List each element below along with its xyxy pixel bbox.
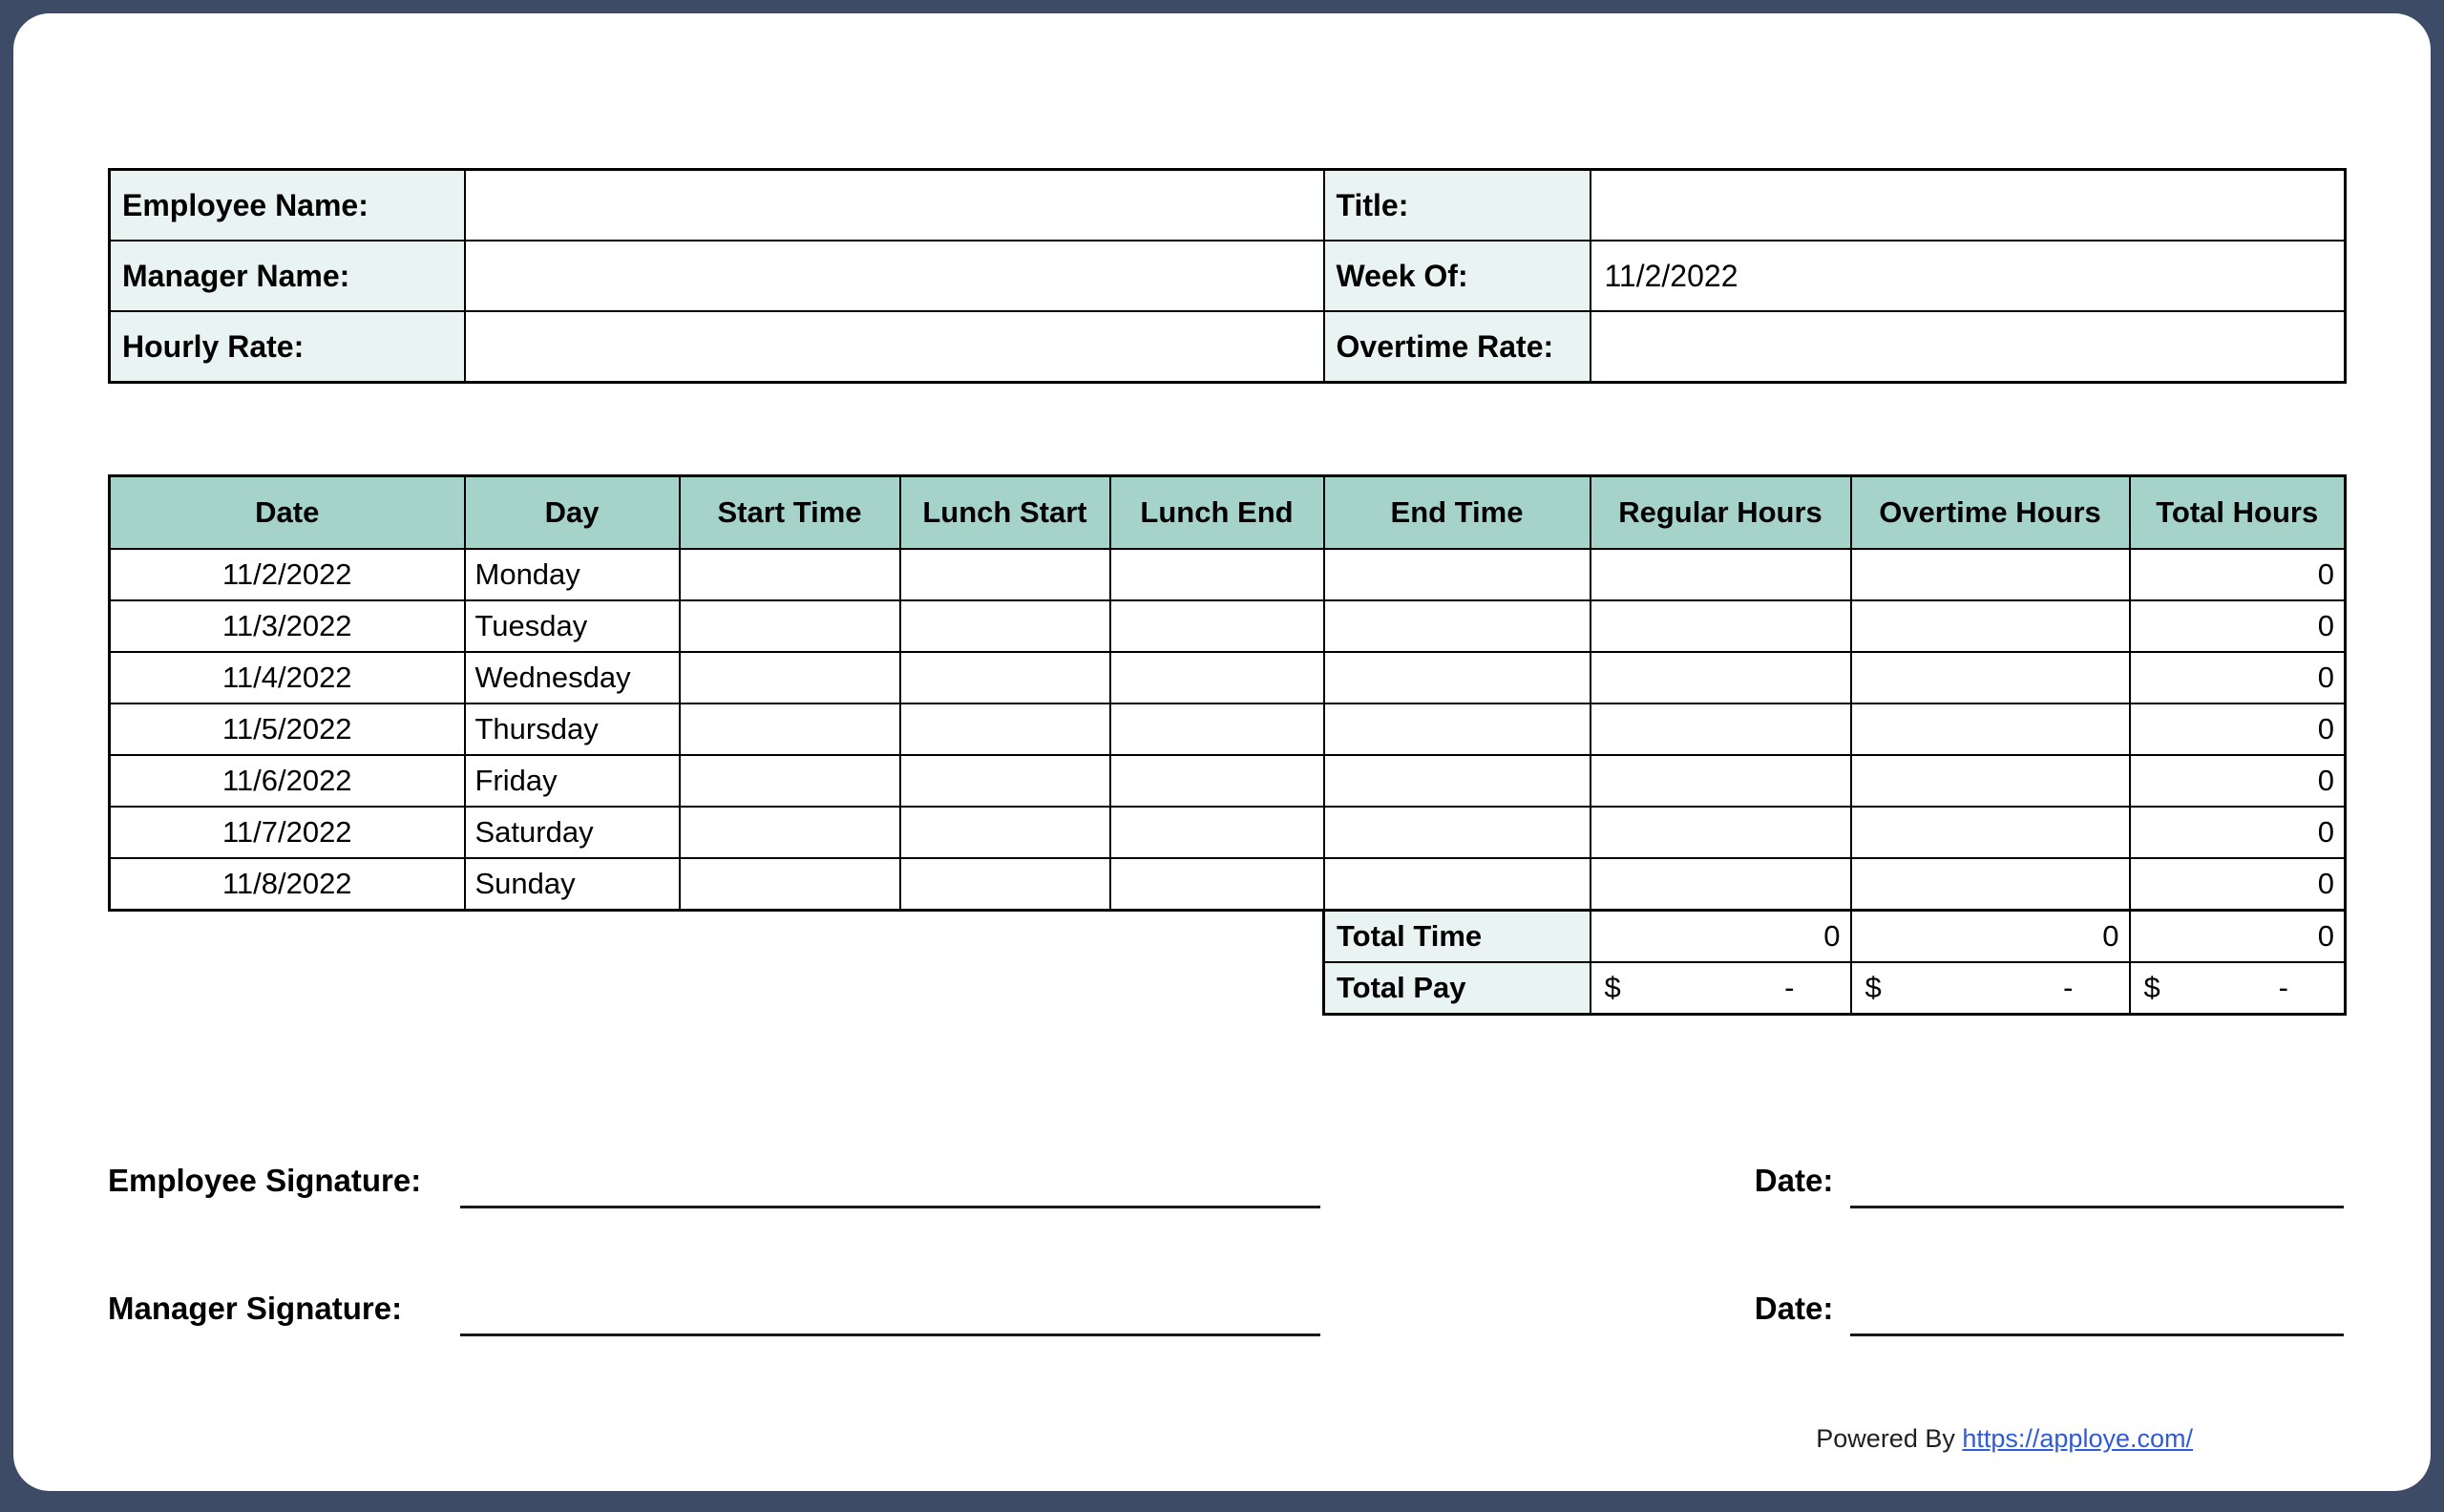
overtime-hours-cell[interactable] — [1851, 858, 2130, 911]
table-row — [110, 549, 2346, 600]
end-time-cell[interactable] — [1324, 549, 1591, 600]
timesheet-card — [13, 13, 2431, 1491]
end-time-cell[interactable] — [1324, 755, 1591, 807]
header-date: Date — [110, 476, 465, 550]
total-hours-cell[interactable]: 0 — [2130, 807, 2346, 858]
header-total-hours: Total Hours — [2130, 476, 2346, 550]
overtime-hours-cell[interactable] — [1851, 807, 2130, 858]
lunch-end-cell[interactable] — [1110, 704, 1324, 755]
total-time-regular-cell[interactable]: 0 — [1591, 911, 1851, 963]
table-row — [110, 858, 2346, 911]
employee-name-value[interactable] — [465, 170, 1324, 242]
lunch-end-cell[interactable] — [1110, 652, 1324, 704]
title-label: Title: — [1324, 170, 1591, 242]
total-time-total-cell[interactable]: 0 — [2130, 911, 2346, 963]
header-overtime-hours: Overtime Hours — [1851, 476, 2130, 550]
header-end-time: End Time — [1324, 476, 1591, 550]
week-of-label: Week Of: — [1324, 241, 1591, 311]
currency-symbol: $ — [1865, 971, 1882, 1004]
day-cell[interactable]: Monday — [465, 549, 680, 600]
timesheet-table — [108, 474, 2347, 912]
lunch-end-cell[interactable] — [1110, 807, 1324, 858]
day-cell[interactable]: Sunday — [465, 858, 680, 911]
totals-table — [1322, 909, 2347, 1016]
day-cell[interactable]: Saturday — [465, 807, 680, 858]
start-time-cell[interactable] — [680, 549, 900, 600]
apploye-link[interactable]: https://apploye.com/ — [1962, 1424, 2193, 1453]
hourly-rate-value[interactable] — [465, 311, 1324, 383]
lunch-start-cell[interactable] — [900, 807, 1110, 858]
timesheet-header-row — [110, 476, 2346, 550]
total-pay-regular-cell[interactable] — [1591, 962, 1851, 1015]
total-hours-cell[interactable]: 0 — [2130, 549, 2346, 600]
regular-hours-cell[interactable] — [1591, 858, 1851, 911]
total-hours-cell[interactable]: 0 — [2130, 755, 2346, 807]
overtime-hours-cell[interactable] — [1851, 652, 2130, 704]
total-hours-cell[interactable]: 0 — [2130, 704, 2346, 755]
end-time-cell[interactable] — [1324, 858, 1591, 911]
info-table — [108, 168, 2347, 384]
day-cell[interactable]: Friday — [465, 755, 680, 807]
employee-date-label: Date: — [1754, 1163, 1834, 1198]
lunch-end-cell[interactable] — [1110, 755, 1324, 807]
start-time-cell[interactable] — [680, 600, 900, 652]
employee-date-line[interactable] — [1850, 1146, 2344, 1208]
date-cell[interactable]: 11/4/2022 — [110, 652, 465, 704]
header-lunch-end: Lunch End — [1110, 476, 1324, 550]
overtime-hours-cell[interactable] — [1851, 704, 2130, 755]
pay-amount: - — [1784, 971, 1795, 1004]
lunch-end-cell[interactable] — [1110, 858, 1324, 911]
pay-amount: - — [2063, 971, 2074, 1004]
info-row-3 — [110, 311, 2346, 383]
table-row — [110, 704, 2346, 755]
total-pay-total-cell[interactable] — [2130, 962, 2346, 1015]
overtime-rate-value[interactable] — [1591, 311, 2346, 383]
start-time-cell[interactable] — [680, 755, 900, 807]
start-time-cell[interactable] — [680, 858, 900, 911]
hourly-rate-label: Hourly Rate: — [110, 311, 465, 383]
powered-by-text: Powered By — [1816, 1424, 1963, 1453]
total-pay-label: Total Pay — [1324, 962, 1591, 1015]
table-row — [110, 652, 2346, 704]
total-time-overtime-cell[interactable]: 0 — [1851, 911, 2130, 963]
currency-symbol: $ — [1604, 971, 1621, 1004]
total-hours-cell[interactable]: 0 — [2130, 600, 2346, 652]
week-of-value[interactable]: 11/2/2022 — [1591, 241, 2346, 311]
overtime-hours-cell[interactable] — [1851, 600, 2130, 652]
info-row-1 — [110, 170, 2346, 242]
info-row-2 — [110, 241, 2346, 311]
date-cell[interactable]: 11/5/2022 — [110, 704, 465, 755]
date-cell[interactable]: 11/2/2022 — [110, 549, 465, 600]
header-start-time: Start Time — [680, 476, 900, 550]
regular-hours-cell[interactable] — [1591, 755, 1851, 807]
total-hours-cell[interactable]: 0 — [2130, 652, 2346, 704]
lunch-start-cell[interactable] — [900, 600, 1110, 652]
lunch-end-cell[interactable] — [1110, 549, 1324, 600]
manager-signature-row — [108, 1277, 2344, 1336]
end-time-cell[interactable] — [1324, 600, 1591, 652]
day-cell[interactable]: Wednesday — [465, 652, 680, 704]
header-regular-hours: Regular Hours — [1591, 476, 1851, 550]
total-time-row — [1324, 911, 2346, 963]
overtime-hours-cell[interactable] — [1851, 755, 2130, 807]
date-cell[interactable]: 11/6/2022 — [110, 755, 465, 807]
lunch-start-cell[interactable] — [900, 858, 1110, 911]
start-time-cell[interactable] — [680, 807, 900, 858]
signature-section — [108, 1149, 2344, 1336]
date-cell[interactable]: 11/7/2022 — [110, 807, 465, 858]
employee-signature-line[interactable] — [460, 1146, 1321, 1208]
end-time-cell[interactable] — [1324, 807, 1591, 858]
end-time-cell[interactable] — [1324, 704, 1591, 755]
total-pay-row — [1324, 962, 2346, 1015]
regular-hours-cell[interactable] — [1591, 704, 1851, 755]
end-time-cell[interactable] — [1324, 652, 1591, 704]
manager-name-value[interactable] — [465, 241, 1324, 311]
manager-signature-line[interactable] — [460, 1274, 1321, 1336]
employee-signature-label: Employee Signature: — [108, 1163, 422, 1198]
header-lunch-start: Lunch Start — [900, 476, 1110, 550]
lunch-end-cell[interactable] — [1110, 600, 1324, 652]
table-row — [110, 755, 2346, 807]
title-value[interactable] — [1591, 170, 2346, 242]
employee-name-label: Employee Name: — [110, 170, 465, 242]
overtime-hours-cell[interactable] — [1851, 549, 2130, 600]
pay-amount: - — [2278, 971, 2288, 1004]
table-row — [110, 600, 2346, 652]
regular-hours-cell[interactable] — [1591, 652, 1851, 704]
day-cell[interactable]: Thursday — [465, 704, 680, 755]
manager-name-label: Manager Name: — [110, 241, 465, 311]
lunch-start-cell[interactable] — [900, 755, 1110, 807]
start-time-cell[interactable] — [680, 652, 900, 704]
timesheet-content — [13, 13, 2431, 1454]
table-row — [110, 807, 2346, 858]
lunch-start-cell[interactable] — [900, 652, 1110, 704]
regular-hours-cell[interactable] — [1591, 549, 1851, 600]
total-time-label: Total Time — [1324, 911, 1591, 963]
currency-symbol: $ — [2143, 971, 2160, 1004]
manager-date-line[interactable] — [1850, 1274, 2344, 1336]
total-hours-cell[interactable]: 0 — [2130, 858, 2346, 911]
day-cell[interactable]: Tuesday — [465, 600, 680, 652]
manager-date-label: Date: — [1754, 1291, 1834, 1326]
date-cell[interactable]: 11/8/2022 — [110, 858, 465, 911]
footer — [108, 1424, 2344, 1454]
date-cell[interactable]: 11/3/2022 — [110, 600, 465, 652]
start-time-cell[interactable] — [680, 704, 900, 755]
total-pay-overtime-cell[interactable] — [1851, 962, 2130, 1015]
header-day: Day — [465, 476, 680, 550]
regular-hours-cell[interactable] — [1591, 600, 1851, 652]
employee-signature-row — [108, 1149, 2344, 1208]
lunch-start-cell[interactable] — [900, 549, 1110, 600]
overtime-rate-label: Overtime Rate: — [1324, 311, 1591, 383]
lunch-start-cell[interactable] — [900, 704, 1110, 755]
regular-hours-cell[interactable] — [1591, 807, 1851, 858]
manager-signature-label: Manager Signature: — [108, 1291, 403, 1326]
